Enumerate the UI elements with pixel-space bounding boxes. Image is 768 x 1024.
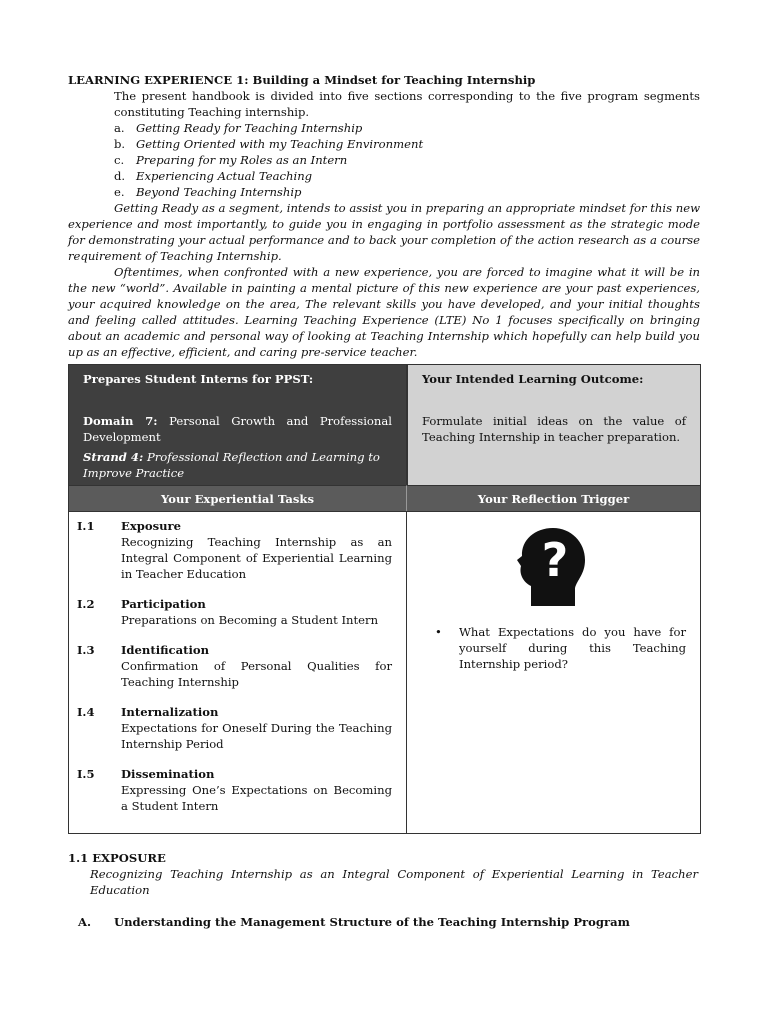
segments-list bbox=[68, 120, 700, 200]
segment-mark: d. bbox=[114, 169, 126, 183]
task-description: Confirmation of Personal Qualities for Teaching Internship bbox=[121, 659, 392, 689]
head-question-icon bbox=[421, 520, 686, 614]
subsection-mark: A. bbox=[78, 915, 92, 929]
task-number: I.2 bbox=[77, 597, 95, 611]
task-number: I.3 bbox=[77, 643, 95, 657]
segment-item bbox=[68, 120, 700, 136]
task-number: I.1 bbox=[77, 519, 95, 533]
task-title: Identification bbox=[121, 643, 210, 657]
getting-ready-paragraph: Getting Ready as a segment, intends to assist you in preparing an appropriate mindset for this new experience and most importantly, to guide you in engaging in portfolio assessment as the strategic mode for demonstrating your actual performance and to back your completion of the action research as a course requirement of Teaching Internship. bbox=[68, 201, 700, 263]
segment-mark: b. bbox=[114, 137, 126, 151]
segment-mark: a. bbox=[114, 121, 125, 135]
segment-mark: e. bbox=[114, 185, 125, 199]
strand-label: Strand 4: bbox=[83, 450, 144, 464]
task-description: Expectations for Oneself During the Teaching Internship Period bbox=[121, 721, 392, 751]
section-subtitle: Recognizing Teaching Internship as an Integral Component of Experiential Learning in Teacher Education bbox=[90, 867, 698, 897]
task-number: I.4 bbox=[77, 705, 95, 719]
task-item bbox=[77, 704, 392, 752]
domain-label: Domain 7: bbox=[83, 414, 158, 428]
task-description: Recognizing Teaching Internship as an Integral Component of Experiential Learning in Teacher Education bbox=[121, 535, 392, 581]
intro-paragraph: The present handbook is divided into five sections corresponding to the five program segments constituting Teaching internship. bbox=[114, 89, 700, 119]
outcome-header: Your Intended Learning Outcome: bbox=[422, 372, 644, 386]
strand-text bbox=[83, 449, 392, 481]
oftentimes-paragraph: Oftentimes, when confronted with a new experience, you are forced to imagine what it will be in the new “world”. Available in painting a mental picture of this new experience are your past experiences, your acquired knowledge on the area, The relevant skills you have developed, and your initial thoughts and feeling called attitudes. Learning Teaching Experience (LTE) No 1 focuses specifically on bringing about an academic and personal way of looking at Teaching Internship which hopefully can help build you up as an effective, efficient, and caring pre-service teacher. bbox=[68, 265, 700, 359]
task-item bbox=[77, 596, 392, 628]
domain-description: Personal Growth and Professional Development bbox=[83, 414, 392, 444]
task-item bbox=[77, 766, 392, 814]
trigger-header: Your Reflection Trigger bbox=[407, 485, 700, 511]
tasks-header: Your Experiential Tasks bbox=[69, 485, 407, 511]
strand-description: Professional Reflection and Learning to Improve Practice bbox=[83, 450, 380, 480]
outcome-cell bbox=[407, 365, 700, 485]
segment-text: Experiencing Actual Teaching bbox=[136, 169, 313, 183]
learning-table bbox=[68, 364, 701, 834]
task-item bbox=[77, 518, 392, 582]
segment-text: Getting Oriented with my Teaching Environment bbox=[136, 137, 424, 151]
ppst-header: Prepares Student Interns for PPST: bbox=[83, 372, 314, 386]
domain-text bbox=[83, 413, 392, 445]
segment-text: Getting Ready for Teaching Internship bbox=[136, 121, 363, 135]
task-description: Preparations on Becoming a Student Intern bbox=[121, 613, 379, 627]
segment-item bbox=[68, 184, 700, 200]
segment-item bbox=[68, 152, 700, 168]
svg-text:?: ? bbox=[541, 533, 568, 587]
segment-item bbox=[68, 136, 700, 152]
task-item bbox=[77, 642, 392, 690]
task-title: Exposure bbox=[121, 519, 182, 533]
segment-item bbox=[68, 168, 700, 184]
task-title: Dissemination bbox=[121, 767, 215, 781]
subsection-title: Understanding the Management Structure of the Teaching Internship Program bbox=[114, 915, 630, 929]
task-number: I.5 bbox=[77, 767, 95, 781]
trigger-question bbox=[421, 624, 686, 672]
document-title: LEARNING EXPERIENCE 1: Building a Mindset for Teaching Internship bbox=[68, 73, 536, 87]
outcome-text: Formulate initial ideas on the value of Teaching Internship in teacher preparation. bbox=[422, 414, 686, 444]
ppst-cell bbox=[69, 365, 407, 485]
task-description: Expressing One’s Expectations on Becoming a Student Intern bbox=[121, 783, 392, 813]
trigger-cell bbox=[407, 511, 700, 833]
bullet-dot-icon: • bbox=[435, 625, 442, 639]
segment-mark: c. bbox=[114, 153, 125, 167]
tasks-cell bbox=[69, 511, 407, 833]
task-title: Participation bbox=[121, 597, 206, 611]
segment-text: Beyond Teaching Internship bbox=[136, 185, 302, 199]
trigger-question-text: What Expectations do you have for yourself during this Teaching Internship period? bbox=[459, 625, 686, 671]
subsection-heading bbox=[78, 914, 700, 930]
segment-text: Preparing for my Roles as an Intern bbox=[136, 153, 348, 167]
section-title: 1.1 EXPOSURE bbox=[68, 851, 166, 865]
task-title: Internalization bbox=[121, 705, 219, 719]
